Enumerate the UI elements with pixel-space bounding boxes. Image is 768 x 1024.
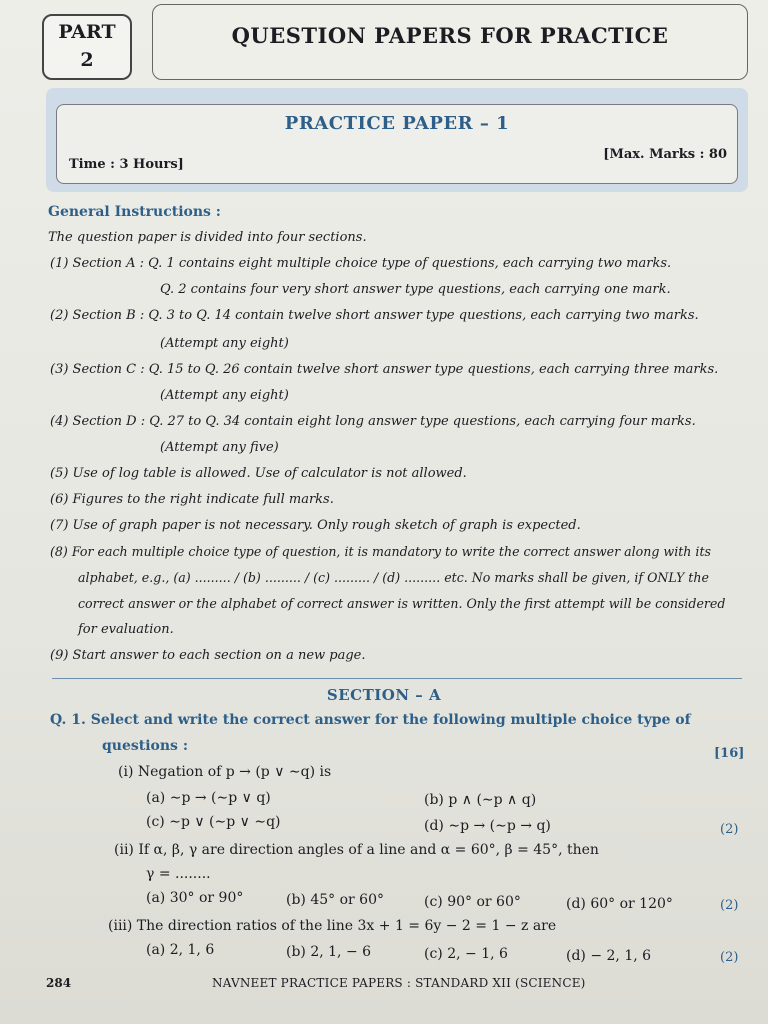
instruction-line: (6) Figures to the right indicate full marks.	[50, 492, 334, 507]
option-marks: (2)	[720, 898, 739, 913]
instruction-line: Q. 2 contains four very short answer type questions, each carrying one mark.	[160, 282, 671, 297]
general-instructions-title: General Instructions :	[48, 204, 221, 220]
part-number: 2	[80, 49, 94, 71]
instruction-line: (Attempt any eight)	[160, 388, 289, 403]
option-d: (d) ∼p → (∼p → q)	[424, 818, 551, 834]
question-stem: (iii) The direction ratios of the line 3x + 1 = 6y − 2 = 1 − z are	[108, 918, 557, 934]
option-d: (d) − 2, 1, 6	[566, 948, 652, 964]
instruction-line: alphabet, e.g., (a) ......... / (b) ......... / (c) ......... / (d) ......... etc. No marks shall be given, if ONLY the	[78, 570, 709, 585]
instruction-line: for evaluation.	[78, 622, 174, 637]
instruction-line: (9) Start answer to each section on a new page.	[50, 648, 366, 663]
option-b: (b) 45° or 60°	[286, 892, 384, 908]
paper-header	[56, 104, 738, 184]
part-box	[42, 14, 132, 80]
question-1-text-cont: questions :	[102, 738, 188, 754]
instruction-line: (3) Section C : Q. 15 to Q. 26 contain twelve short answer type questions, each carrying three marks.	[50, 362, 719, 377]
option-c: (c) 2, − 1, 6	[424, 946, 508, 962]
question-1-text: Q. 1. Select and write the correct answer for the following multiple choice type of	[50, 712, 691, 728]
option-marks: (2)	[720, 822, 739, 837]
option-a: (a) ∼p → (∼p ∨ q)	[146, 790, 271, 806]
instruction-line: (Attempt any eight)	[160, 336, 289, 351]
option-marks: (2)	[720, 950, 739, 965]
part-word: PART	[58, 21, 116, 43]
question-stem-cont: γ = ........	[146, 866, 211, 882]
instruction-line: (2) Section B : Q. 3 to Q. 14 contain twelve short answer type questions, each carrying two marks.	[50, 308, 699, 323]
time-label: Time : 3 Hours]	[69, 157, 184, 172]
instruction-line: (7) Use of graph paper is not necessary. Only rough sketch of graph is expected.	[50, 518, 581, 533]
instruction-line: (5) Use of log table is allowed. Use of calculator is not allowed.	[50, 466, 467, 481]
option-a: (a) 2, 1, 6	[146, 942, 215, 958]
option-c: (c) 90° or 60°	[424, 894, 521, 910]
title-box	[152, 4, 748, 80]
question-stem: (i) Negation of p → (p ∨ ∼q) is	[118, 764, 332, 780]
option-d: (d) 60° or 120°	[566, 896, 673, 912]
question-1-marks: [16]	[714, 746, 745, 761]
section-a-title: SECTION – A	[326, 686, 442, 704]
instruction-line: correct answer or the alphabet of correct answer is written. Only the first attempt will be considered	[78, 596, 726, 611]
question-stem: (ii) If α, β, γ are direction angles of a line and α = 60°, β = 45°, then	[114, 842, 599, 858]
max-marks-label: [Max. Marks : 80	[603, 147, 727, 162]
section-divider	[52, 678, 742, 679]
instructions-intro: The question paper is divided into four sections.	[48, 230, 367, 245]
paper-title: PRACTICE PAPER – 1	[284, 113, 510, 134]
option-a: (a) 30° or 90°	[146, 890, 244, 906]
footer-text: NAVNEET PRACTICE PAPERS : STANDARD XII (SCIENCE)	[212, 976, 586, 990]
main-title: QUESTION PAPERS FOR PRACTICE	[231, 23, 669, 48]
instruction-line: (8) For each multiple choice type of question, it is mandatory to write the correct answer along with its	[50, 544, 711, 559]
instruction-line: (Attempt any five)	[160, 440, 279, 455]
option-c: (c) ∼p ∨ (∼p ∨ ∼q)	[146, 814, 281, 830]
instruction-line: (1) Section A : Q. 1 contains eight multiple choice type of questions, each carrying two marks.	[50, 256, 672, 271]
option-b: (b) p ∧ (∼p ∧ q)	[424, 792, 537, 808]
instruction-line: (4) Section D : Q. 27 to Q. 34 contain eight long answer type questions, each carrying four marks.	[50, 414, 696, 429]
page-number: 284	[46, 976, 72, 990]
option-b: (b) 2, 1, − 6	[286, 944, 372, 960]
